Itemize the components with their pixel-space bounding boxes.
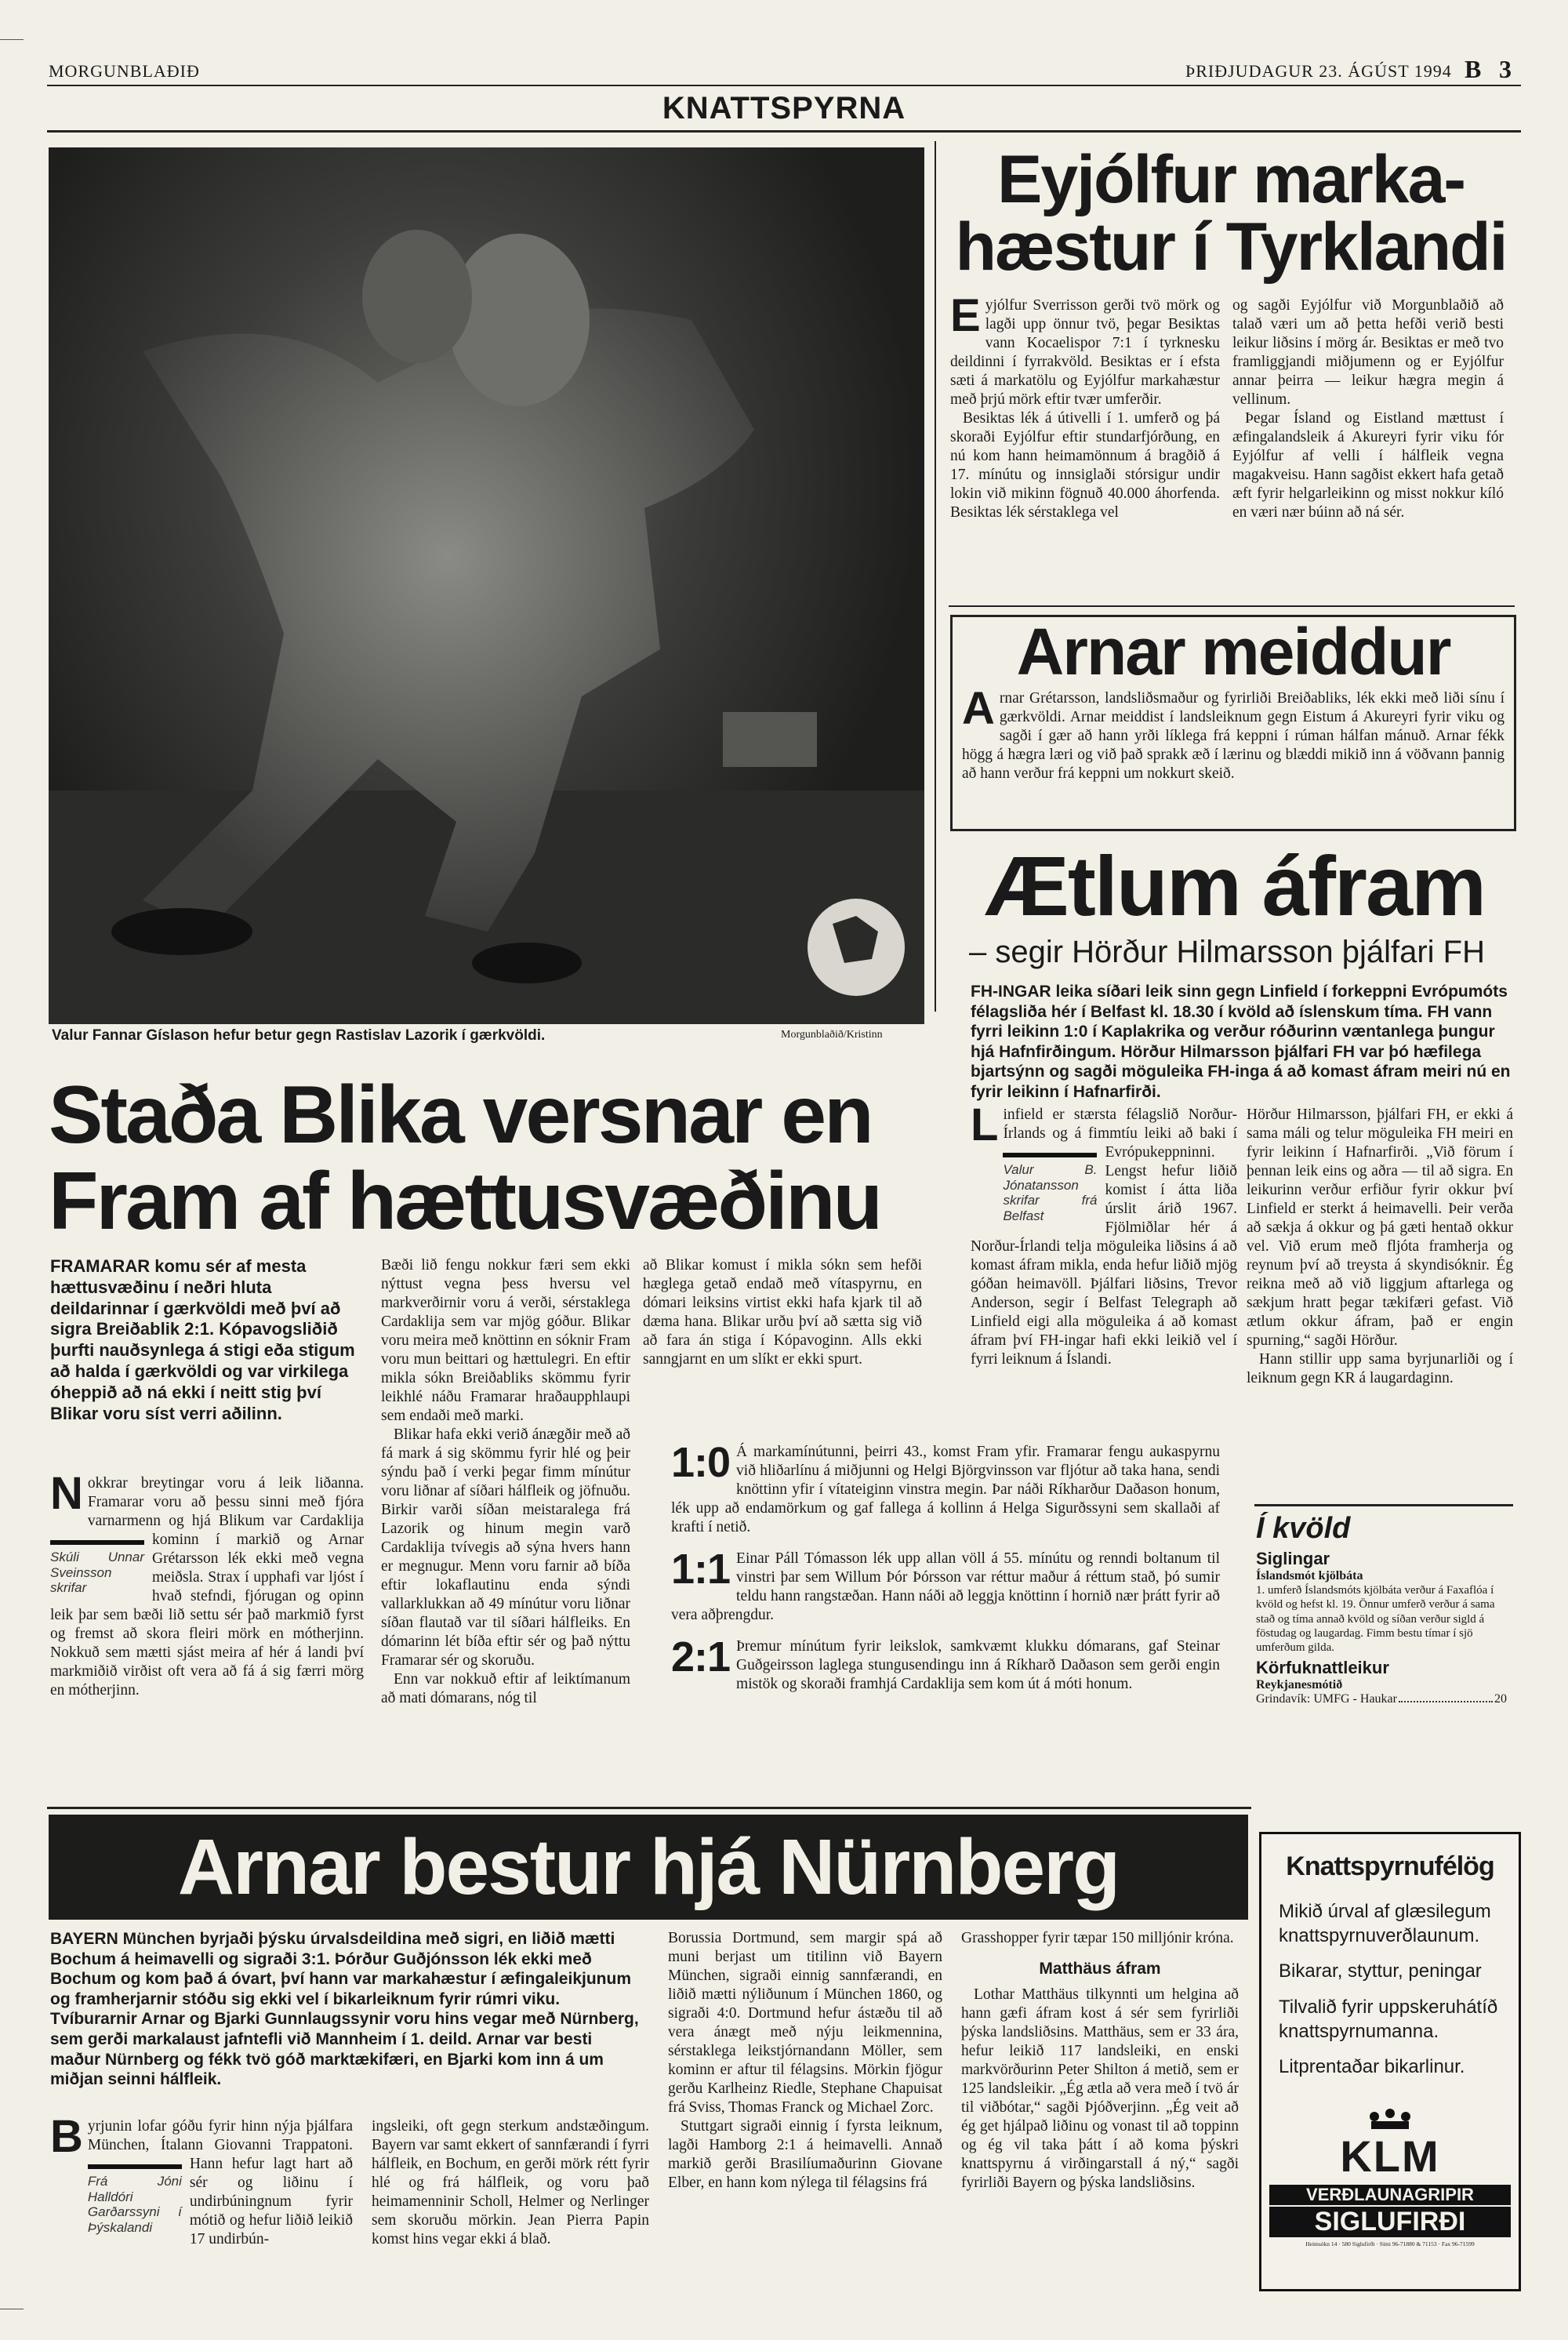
kvold-game-row (1256, 1692, 1507, 1706)
score-item-2 (671, 1545, 1220, 1625)
arnar-bestur-col1 (50, 2117, 353, 2329)
stada-text-2c: Enn var nokkuð eftir af leiktímanum að mati dómarans, nóg til (381, 1670, 630, 1706)
score-value: 1:1 (671, 1545, 731, 1593)
arnar-bestur-text-1b: hefur lagt hart að sér og liðinu í undirbúningnum fyrir mótið og hefur liðið leikið 17 undirbún- (189, 2155, 353, 2247)
score-text: Þremur mínútum fyrir leikslok, samkvæmt klukku dómarans, gaf Steinar Guðgeirsson laglega stungusendingu inn á Ríkharð Daðason sem gerði engin mistök og skoraði framhjá Cardaklija sem kom út á móti honum. (736, 1637, 1220, 1692)
eyjolfur-text-2: og sagði Eyjólfur við Morgunblaðið að talað væri um að þetta hefði verið besti leikur liðsins í mörg ár. Besiktas er með tvo framliggjandi miðjumenn og er Eyjólfur annar þeirra — leikur hægra megin á vellinum. (1232, 297, 1504, 408)
arnar-bestur-col4 (961, 1929, 1239, 2329)
photo-credit: Morgunblaðið/Kristinn (781, 1029, 883, 1041)
kvold-text-1: 1. umferð Íslandsmóts kjölbáta verður á Faxaflóa í kvöld og hefst kl. 19. Önnur umferð verður á sama stað og tíma annað kvöld og síðan verður sigld á föstudag og laugardag. Fimm bestu tímar í sjö umferðum gilda. (1256, 1584, 1495, 1655)
players-illustration (49, 147, 924, 1024)
kvold-title: Í kvöld (1256, 1512, 1351, 1545)
eyjolfur-col1 (950, 296, 1220, 594)
stada-headline-line1: Staða Blika versnar en (49, 1070, 872, 1161)
score-value: 1:0 (671, 1439, 731, 1486)
arnar-bestur-text-1a: yrjunin lofar góðu fyrir hinn nýja þjálfara München, Ítalann Giovanni Trappatoni. Hann (87, 2118, 353, 2172)
arnar-meiddur-body: rnar Grétarsson, landsliðsmaður og fyrirliði Breiðabliks, lék ekki með liði sínu í gærkvöldi. Arnar meiddist í landsleiknum gegn Eistum á Akureyri fyrir viku og sagði í gær að hann yrði líklega frá keppni í rúman hálfan mánuð. Arnar fékk högg á hægra læri og við það sprakk æð í lærinu og blæddi mikið inn á vöðvann þannig að hann verður frá keppni um nokkurt skeið. (962, 690, 1504, 782)
arnar-bestur-text-3b: Stuttgart sigraði einnig í fyrsta leiknum, lagði Hamborg 2:1 á heimavelli. Annað markið gerði Brasilíumaðurinn Giovane Elber, en hann kom nýlega til félagsins frá (668, 2117, 942, 2191)
paper-name: MORGUNBLAÐIÐ (49, 61, 200, 81)
score-list (671, 1439, 1220, 1694)
kvold-sport-2: Körfuknattleikur (1256, 1658, 1389, 1678)
stada-byline-text: Skúli Unnar Sveinsson skrifar (50, 1549, 144, 1596)
page-number: 3 (1499, 55, 1512, 83)
arnar-bestur-byline (88, 2160, 182, 2235)
stada-text-1b: Cardaklija kominn í markið og Arnar Grétarsson lék ekki með vegna meiðsla. Strax í upphafi var ljóst í hvað stefndi, fjórugan og opinn leik þar sem bæði lið settu sér það markmið fyrst og fremst að skora fleiri mörk en mótherjinn. Nokkuð sem mætti sjást meira af hér á landi því markmiðið virðist oft vera að fá á sig færri mörg en mótherjinn. (50, 1512, 364, 1699)
crop-mark-top (0, 39, 24, 40)
score-value: 2:1 (671, 1633, 731, 1681)
photo-caption: Valur Fannar Gíslason hefur betur gegn Rastislav Lazorik í gærkvöldi. (52, 1027, 546, 1044)
eyjolfur-headline (949, 142, 1513, 285)
aetlum-text-2b: Hann stillir upp sama byrjunarliði og í leiknum gegn KR á laugardaginn. (1247, 1350, 1513, 1386)
score-item-1 (671, 1439, 1220, 1537)
arnar-bestur-lead: BAYERN München byrjaði þýsku úrvalsdeildina með sigri, en liðið mætti Bochum á heimavelli og sigraði 3:1. Þórður Guðjónsson lék ekki með Bochum og kom það á óvart, því hann var markahæstur í æfingaleikjunum og framherjarnir stóðu sig ekki vel í bikarleiknum fyrir rúmri viku. Tvíburarnir Arnar og Bjarki Gunnlaugssynir voru hins vegar með Nürnberg, sem gerði markalaust jafntefli við Mannheim í 1. deild. Arnar var besti maður Nürnberg og fékk tvö góð marktækifæri, en Bjarki kom inn á um miðjan seinni hálfleik. (50, 1930, 639, 2089)
stada-text-2: Bæði lið fengu nokkur færi sem ekki nýttust vegna þess hversu vel markverðirnir voru á verði, sérstaklega Cardaklija sem var mjög góður. Blikar voru meira með knöttinn en sóknir Fram voru mun beittari og hættulegri. En eftir mikla sókn Breiðabliks skömmu fyrir leikhlé náðu Framarar hraðaupphlaupi sem endaði með marki. (381, 1257, 630, 1424)
section-letter: B (1465, 55, 1482, 83)
arnar-meiddur-dropcap: A (962, 689, 995, 734)
issue-date: ÞRIÐJUDAGUR 23. ÁGÚST 1994 (1185, 61, 1452, 81)
arnar-bestur-text-3: Borussia Dortmund, sem margir spá að muni berjast um titilinn við Bayern München, sigraði einnig sannfærandi, en liðið mætti nýliðunum í München 1860, og sigraði 4:0. Dortmund hefur ástæðu til að vera ánægt með nýju leikmennina, sérstaklega leikstjórnandann Möller, sem kominn er aftur til félagsins. Mörkin fjögur gerðu Karlheinz Riedle, Stephane Chapuisat frá Sviss, Thomas Franck og Michael Zorc. (668, 1930, 942, 2116)
stada-lead: FRAMARAR komu sér af mesta hættusvæðinu í neðri hluta deildarinnar í gærkvöldi með því að sigra Breiðablik 2:1. Kópavogsliðið þurfti nauðsynlega á stigi eða stigum að halda í gærkvöldi og var virkilega óheppið að ná ekki í neitt stig því Blikar voru síst verri aðilinn. (50, 1256, 355, 1423)
aetlum-byline-text: Valur B. Jónatansson skrifar frá Belfast (1003, 1161, 1098, 1223)
advertisement (1259, 1832, 1521, 2291)
eyjolfur-text-1b: Besiktas lék á útivelli í 1. umferð og þá skoraði Eyjólfur eftir stundarfjórðung, en nú kom hann heimamönnum á bragðið á 17. mínútu og innsiglaði stórsigur undir lokin við mikinn fögnuð 40.000 áhorfenda. Besiktas lék sérstaklega vel (950, 409, 1220, 521)
kvold-time: 20 (1494, 1692, 1507, 1706)
kvold-event-2: Reykjanesmótið (1256, 1678, 1343, 1692)
score-text: Einar Páll Tómasson lék upp allan völl á 55. mínútu og renndi boltanum til vinstri þar sem Willum Þór Þórsson var réttur maður á réttum stað, þó sumir teldu hann rangstæðan. Hann náði að leggja knöttinn í hornið nær þrátt fyrir að vera aðþrengdur. (671, 1550, 1220, 1623)
section-title: KNATTSPYRNA (662, 91, 906, 125)
kvold-sport-1: Siglingar (1256, 1549, 1330, 1568)
ad-title: Knattspyrnufélög (1286, 1851, 1494, 1881)
kvold-event-1: Íslandsmót kjölbáta (1256, 1569, 1363, 1582)
arnar-bestur-headline: Arnar bestur hjá Nürnberg (177, 1823, 1120, 1911)
ad-line-2: Bikarar, styttur, peningar (1279, 1960, 1482, 1982)
kvold-top-rule (1254, 1504, 1513, 1506)
ad-sub-2: SIGLUFIRÐI (1269, 2207, 1511, 2237)
stada-text-1a: okkrar breytingar voru á leik liðanna. Framarar voru að þessu sinni með fjóra varnarmenn og hjá Blikum var (87, 1475, 364, 1529)
ad-sub-1: VERÐLAUNAGRIPIR (1269, 2185, 1511, 2205)
aetlum-lead: FH-INGAR leika síðari leik sinn gegn Linfield í forkeppni Evrópumóts félagsliða hér í Belfast kl. 18.30 í kvöld að íslenskum tíma. FH vann fyrri leikinn 1:0 í Kaplakrika og verður róðurinn væntanlega þungur hjá Hafnfirðingum. Hörður Hilmarsson þjálfari FH var þó hæfilega bjartsýnn og sagði möguleika FH-inga á að komast áfram meiri nú en fyrir leikinn í Hafnarfirði. (971, 983, 1511, 1102)
aetlum-byline (1003, 1148, 1097, 1223)
masthead-rule (47, 85, 1521, 86)
stada-col1 (50, 1474, 364, 1796)
byline-bar (1003, 1153, 1097, 1157)
byline-bar (88, 2164, 182, 2169)
eyjolfur-col2 (1232, 296, 1504, 594)
kvold-game: Grindavík: UMFG - Haukar (1256, 1692, 1397, 1706)
kvold-box (1256, 1512, 1507, 1779)
eyjolfur-text-2b: Þegar Ísland og Eistland mættust í æfingalandsleik á Akureyri fyrir viku fór Eyjólfur af velli í hálfleik vegna magakveisu. Hann sagðist ekkert hafa getað æft fyrir helgarleikinn og misst nokkur kíló en væri nær búinn að ná sér. (1232, 409, 1504, 521)
stada-dropcap: N (50, 1474, 83, 1519)
aetlum-headline: Ætlum áfram (984, 838, 1486, 933)
arnar-meiddur-box (950, 615, 1516, 831)
section-rule (47, 130, 1521, 133)
eyjolfur-rule (949, 605, 1515, 607)
aetlum-col2 (1247, 1106, 1513, 1490)
ad-line-4: Litprentaðar bikarlinur. (1279, 2055, 1465, 2077)
arnar-meiddur-text (962, 689, 1504, 815)
eyjolfur-headline-line2: hæstur í Tyrklandi (955, 209, 1507, 285)
arnar-meiddur-headline: Arnar meiddur (1016, 615, 1450, 689)
ad-address: Heimsókn 14 · 580 Siglufirði · Sími 96-71880 & 71153 · Fax 96-71599 (1305, 2240, 1475, 2248)
bottom-section-rule (47, 1807, 1251, 1809)
eyjolfur-text-1: yjólfur Sverrisson gerði tvö mörk og lagði upp önnur tvö, þegar Besiktas vann Kocaelispor 7:1 í tyrknesku deildinni í fyrrakvöld. Besiktas er í efsta sæti á markatölu og Eyjólfur markahæstur með þrjú mörk eftir tvær umferðir. (950, 297, 1220, 408)
stada-col3: að Blikar komust í mikla sókn sem hefði hæglega getað endað með vítaspyrnu, en dómari leiksins virtist ekki hafa kjark til að dæma hana. Blikar urðu því að sætta sig við að fara án stiga í Kópavoginn. Alls ekki sanngjarnt en um slíkt er ekki spurt. (643, 1257, 922, 1368)
column-divider (935, 141, 936, 1012)
byline-bar (50, 1540, 144, 1545)
ad-brand: KLM (1340, 2131, 1440, 2182)
stada-headline (49, 1070, 935, 1247)
arnar-bestur-text-4a: Grasshopper fyrir tæpar 150 milljónir króna. (961, 1930, 1234, 1946)
stada-headline-line2: Fram af hættusvæðinu (49, 1156, 880, 1247)
ad-line-1: Mikið úrval af glæsilegum knattspyrnuverðlaunum. (1279, 1901, 1491, 1947)
eyjolfur-headline-line1: Eyjólfur marka- (996, 142, 1465, 217)
arnar-bestur-col3 (668, 1929, 942, 2329)
match-photo (49, 147, 924, 1024)
arnar-bestur-byline-text: Frá Jóni Halldóri Garðarssyni í Þýskalandi (87, 2173, 182, 2235)
score-text: Á markamínútunni, þeirri 43., komst Fram yfir. Framarar fengu aukaspyrnu við hliðarlínu á miðjunni og Helgi Björgvinsson var fljótur að taka hana, sendi knöttinn yfir í vítateiginn vinstra megin. Þar náði Ríkharður Daðason honum, lék upp að endamörkum og gaf fallega á kollinn á Helga Sigurðssyni sem skallaði af krafti í netið. (671, 1444, 1220, 1535)
arnar-bestur-col2: ingsleiki, oft gegn sterkum andstæðingum. Bayern var samt ekkert of sannfærandi í fyrri hálfleik, en Bochum, en gerði mörk rétt fyrir hlé og frá hálfleik, og voru það heimamenninir Scholl, Helmer og Nerlinger sem skoruðu mörkin. Jean Pierra Papin komst hins vegar ekki á blað. (372, 2118, 649, 2247)
arnar-bestur-subhead: Matthäus áfram (1039, 1959, 1161, 1978)
arnar-bestur-dropcap: B (50, 2117, 83, 2162)
aetlum-dropcap: L (971, 1106, 999, 1150)
stada-text-2b: Blikar hafa ekki verið ánægðir með að fá mark á sig skömmu fyrir hlé og þeir sýndu það í verki þegar fimm mínútur voru liðnar af síðari hálfleik og jöfnuðu. Birkir varði síðan meistaralega frá Lazorik og hinum megin varð Cardaklija tvívegis að sýna hvers hann er megnugur. Menn voru farnir að bíða eftir lokaflautinu enda sýndi vallarklukkan að 49 mínútur voru liðnar síðan flautað var til síðari hálfleiks. En dómarinn lét bíða eftir sér og það nýttu Framarar sér og skoruðu. (381, 1426, 630, 1669)
aetlum-subhead: – segir Hörður Hilmarsson þjálfari FH (969, 935, 1485, 969)
eyjolfur-dropcap: E (950, 296, 981, 341)
stada-byline (50, 1535, 144, 1596)
score-item-3 (671, 1633, 1220, 1694)
aetlum-text-1b: Lengst hefur liðið komist í átta liða úrslit árið 1967. Fjölmiðlar hér á Norður-Írlandi telja möguleika liðsins á að komast áfram mikla, enda hefur liðið mjög góðan heimavöll. Þjálfari liðsins, Trevor Anderson, segir í Belfast Telegraph að Linfield eigi alla möguleika á að komast áfram því FH-ingar hafi ekki leikið vel í fyrri leiknum á Íslandi. (971, 1162, 1237, 1368)
aetlum-text-1a: infield er stærsta félagslið Norður-Írlands og á fimmtíu leiki að baki í Evrópukeppninni. (1003, 1106, 1237, 1161)
arnar-bestur-banner (49, 1815, 1248, 1920)
ad-line-3: Tilvalið fyrir uppskeruhátíð knattspyrnumanna. (1279, 1996, 1498, 2042)
aetlum-text-2: Hörður Hilmarsson, þjálfari FH, er ekki á sama máli og telur möguleika FH meiri en fyrir leikinn í Hafnarfirði. „Við förum í þennan leik eins og aðra — til að sigra. En leikurinn verður erfiður fyrir okkur því Linfield er sterkt á heimavelli. Þeir verða að sækja á okkur og þá gæti hentað okkur vel. Við erum með fljóta framherja og reynum því að treysta á skyndisóknir. Ég reikna með að við liggjum aftarlega og sækjum hratt þegar tækifæri gefast. Við ætlum okkur áfram, það er engin spurning,“ sagði Hörður. (1247, 1106, 1513, 1349)
arnar-bestur-text-4b: Lothar Matthäus tilkynnti um helgina að hann gæfi áfram kost á sér sem fyrirliði þýska landsliðsins. Matthäus, sem er 33 ára, hefur leikið 117 landsleiki, en enski markvörðurinn Peter Shilton á metið, sem er 125 landsleikir. „Ég ætla að vera með í tvö ár til viðbótar,“ sagði Þjóðverjinn. „Ég veit að ég get hjálpað liðinu og vonast til að toppinn og ég vil taka þátt í að koma þýskri knattspyrnu á virðingarstall á ný,“ sagði fyrirliði Bayern og þýska landsliðsins. (961, 1986, 1239, 2191)
stada-col2 (381, 1256, 630, 1797)
